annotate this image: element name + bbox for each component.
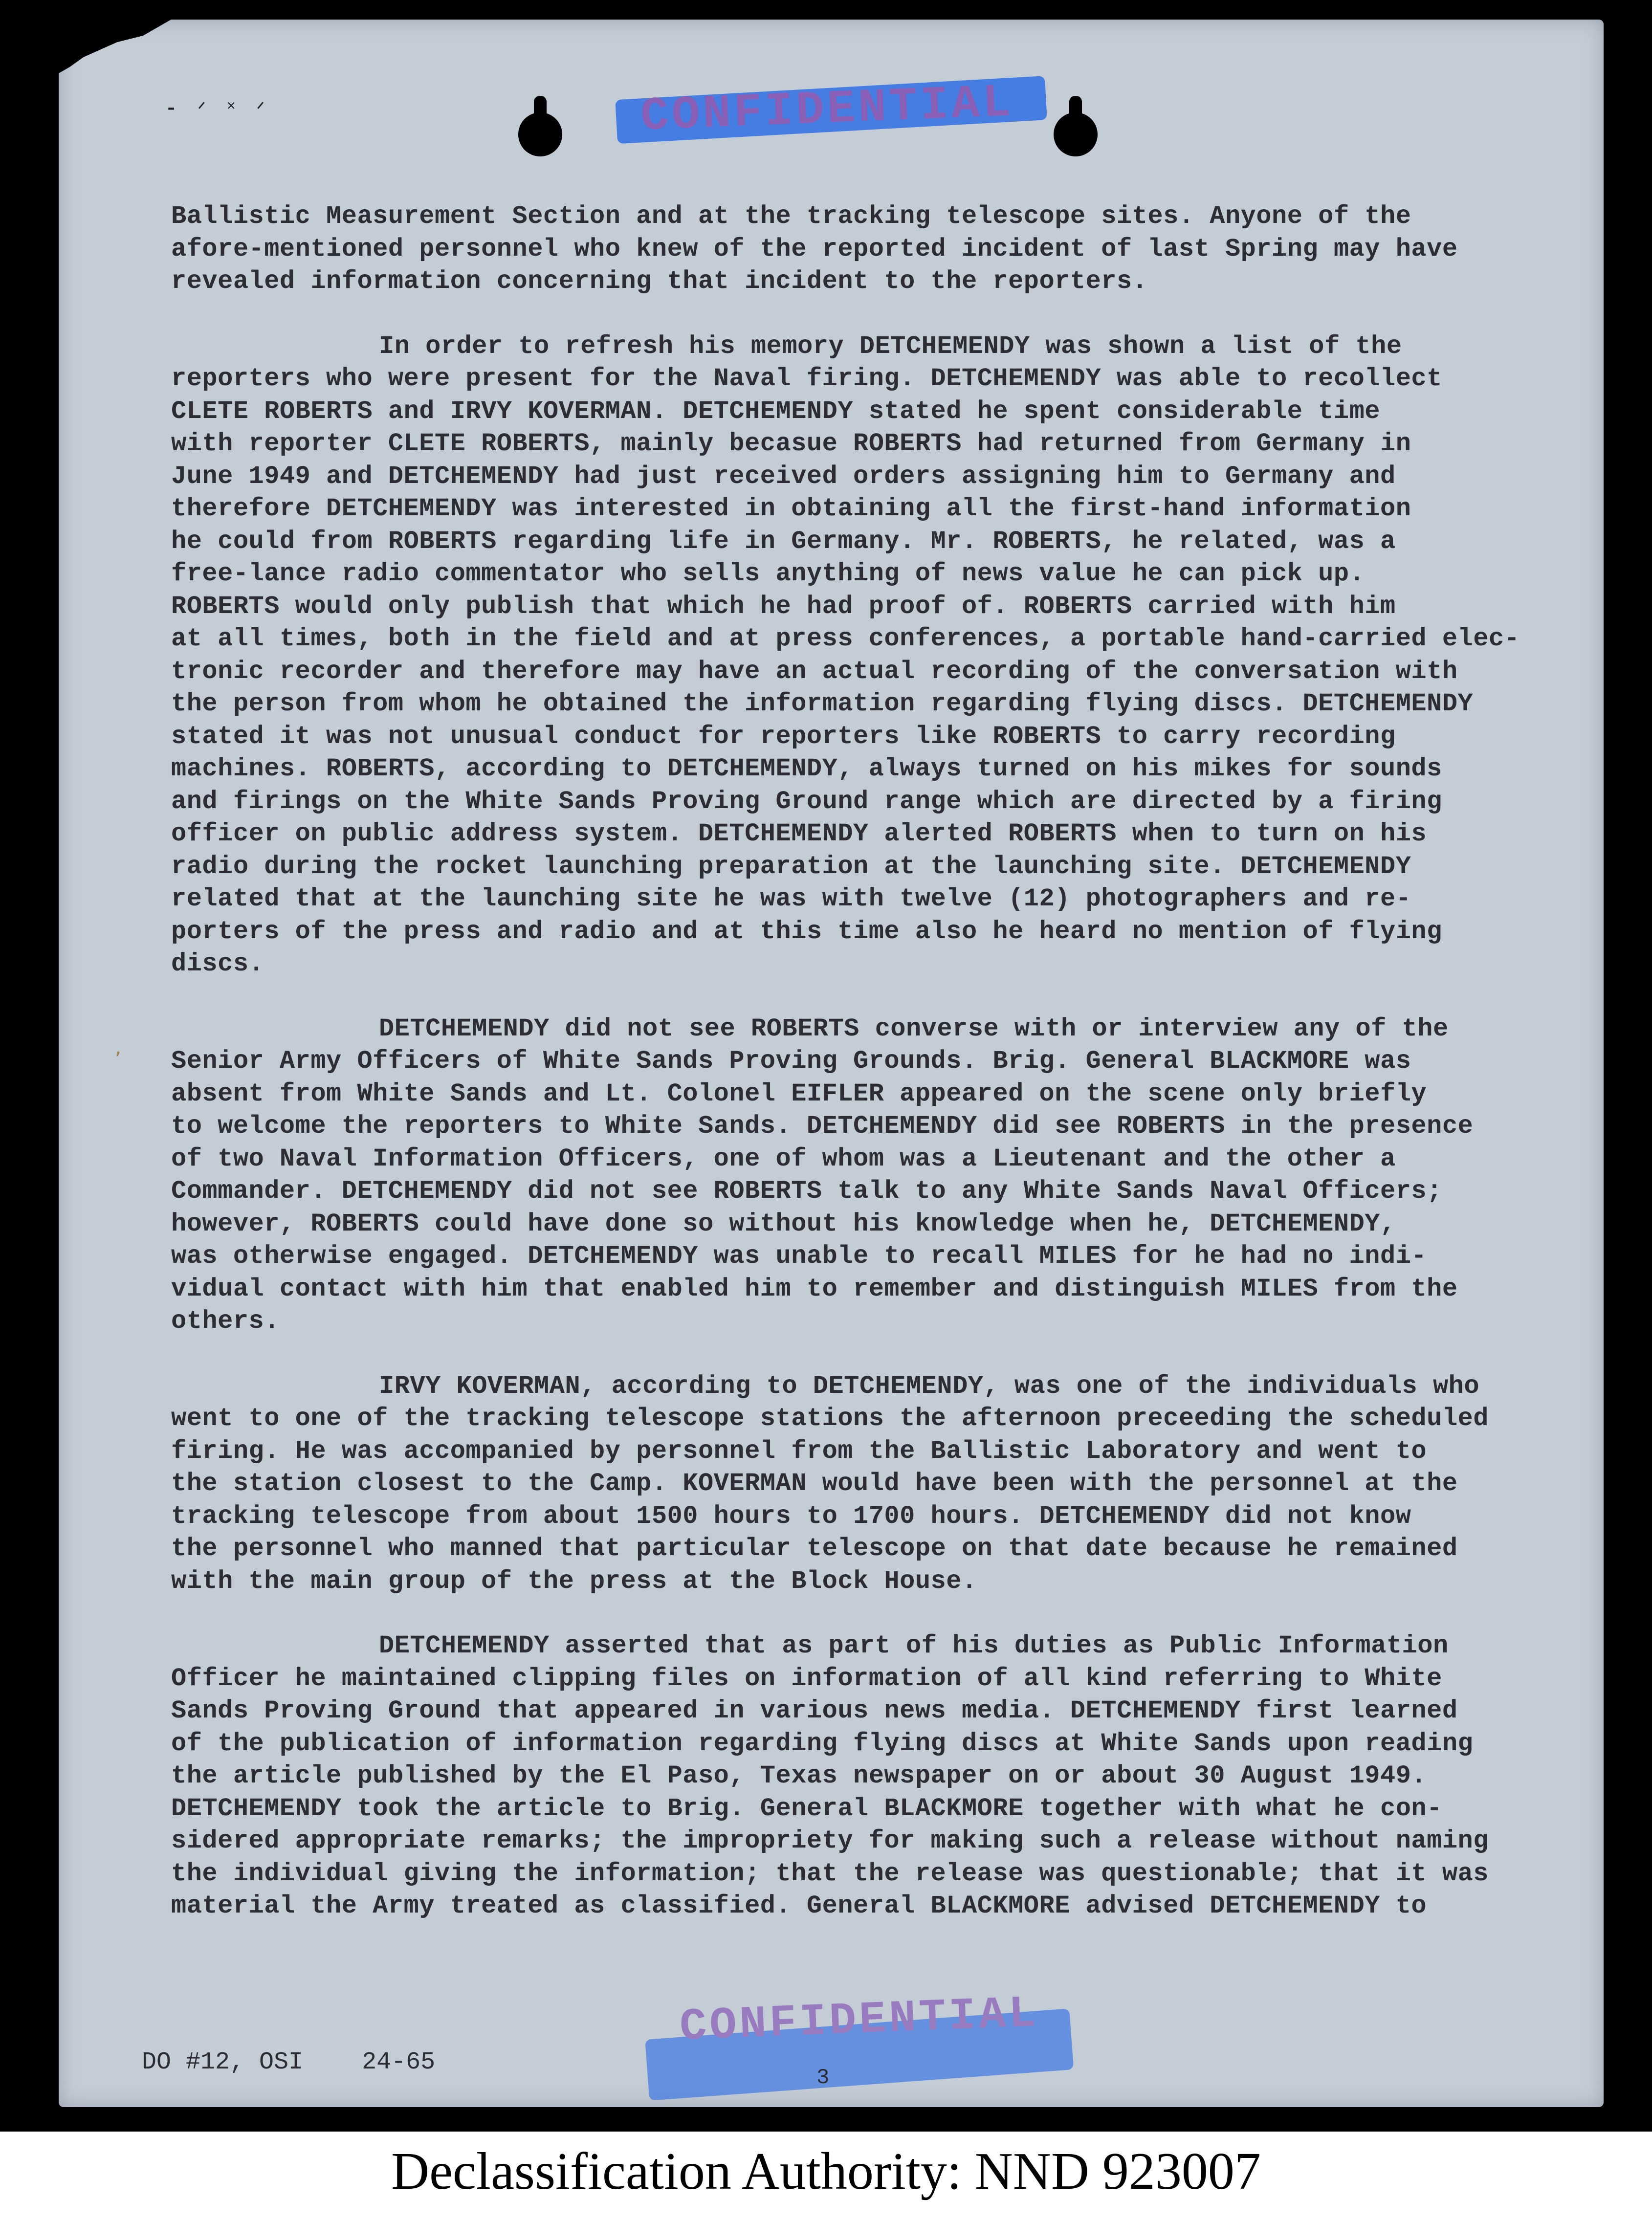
text-line: and firings on the White Sands Proving Ground range which are directed by a firing <box>171 787 1442 816</box>
text-line: June 1949 and DETCHEMENDY had just received orders assigning him to Germany and <box>171 462 1396 491</box>
text-line: DETCHEMENDY asserted that as part of his duties as Public Information <box>379 1631 1449 1660</box>
paragraph-1 <box>171 200 1594 298</box>
paragraph-4 <box>171 1370 1594 1598</box>
text-line: free-lance radio commentator who sells anything of news value he can pick up. <box>171 559 1365 588</box>
text-line: DETCHEMENDY did not see ROBERTS converse with or interview any of the <box>379 1014 1449 1043</box>
text-line: afore-mentioned personnel who knew of the reported incident of last Spring may have <box>171 234 1458 264</box>
paper-specks: ⁃ ᐟ ˟ ᐟ <box>166 98 270 121</box>
text-line: related that at the launching site he was with twelve (12) photographers and re- <box>171 884 1411 913</box>
text-line: ROBERTS would only publish that which he had proof of. ROBERTS carried with him <box>171 592 1396 621</box>
text-line: Senior Army Officers of White Sands Proving Grounds. Brig. General BLACKMORE was <box>171 1047 1411 1076</box>
text-line: Ballistic Measurement Section and at the tracking telescope sites. Anyone of the <box>171 202 1411 231</box>
text-line: absent from White Sands and Lt. Colonel EIFLER appeared on the scene only briefly <box>171 1079 1427 1108</box>
file-reference <box>142 2048 435 2076</box>
text-line: of two Naval Information Officers, one of whom was a Lieutenant and the other a <box>171 1144 1396 1173</box>
text-line: radio during the rocket launching preparation at the launching site. DETCHEMENDY <box>171 852 1411 881</box>
text-line: however, ROBERTS could have done so without his knowledge when he, DETCHEMENDY, <box>171 1209 1396 1238</box>
text-line: firing. He was accompanied by personnel from the Ballistic Laboratory and went to <box>171 1436 1427 1466</box>
text-line: he could from ROBERTS regarding life in Germany. Mr. ROBERTS, he related, was a <box>171 527 1396 556</box>
office-code: DO #12, OSI <box>142 2048 304 2076</box>
text-line: In order to refresh his memory DETCHEMENDY was shown a list of the <box>379 331 1402 361</box>
text-line: Officer he maintained clipping files on information of all kind referring to White <box>171 1664 1442 1693</box>
text-line: the station closest to the Camp. KOVERMAN would have been with the personnel at the <box>171 1469 1458 1498</box>
text-line: material the Army treated as classified. General BLACKMORE advised DETCHEMENDY to <box>171 1892 1427 1920</box>
text-line: tracking telescope from about 1500 hours to 1700 hours. DETCHEMENDY did not know <box>171 1501 1411 1531</box>
punch-hole-right <box>1054 112 1098 156</box>
stamp-text: CONFIDENTIAL <box>679 1987 1040 2053</box>
text-line: CLETE ROBERTS and IRVY KOVERMAN. DETCHEMENDY stated he spent considerable time <box>171 396 1380 426</box>
text-line: Commander. DETCHEMENDY did not see ROBERTS talk to any White Sands Naval Officers; <box>171 1177 1442 1206</box>
text-line: the individual giving the information; that the release was questionable; that it was <box>171 1859 1489 1888</box>
text-line: vidual contact with him that enabled him to remember and distinguish MILES from the <box>171 1274 1458 1303</box>
page-number: 3 <box>816 2066 830 2090</box>
text-line: at all times, both in the field and at press conferences, a portable hand-carried elec- <box>171 624 1520 653</box>
text-line: porters of the press and radio and at this time also he heard no mention of flying <box>171 917 1442 946</box>
text-line: therefore DETCHEMENDY was interested in obtaining all the first-hand information <box>171 494 1411 523</box>
typed-body <box>171 200 1594 1923</box>
text-line: DETCHEMENDY took the article to Brig. General BLACKMORE together with what he con- <box>171 1794 1442 1823</box>
text-line: the personnel who manned that particular telescope on that date because he remained <box>171 1534 1458 1563</box>
text-line: others. <box>171 1307 280 1336</box>
text-line: the person from whom he obtained the information regarding flying discs. DETCHEMENDY <box>171 689 1474 718</box>
punch-hole-left <box>518 112 562 156</box>
declassification-caption: Declassification Authority: NND 923007 <box>391 2142 1261 2200</box>
text-line: discs. <box>171 949 264 978</box>
text-line: with reporter CLETE ROBERTS, mainly becasue ROBERTS had returned from Germany in <box>171 429 1411 458</box>
text-line: sidered appropriate remarks; the impropriety for making such a release without naming <box>171 1826 1489 1855</box>
text-line: was otherwise engaged. DETCHEMENDY was unable to recall MILES for he had no indi- <box>171 1242 1427 1271</box>
margin-tick: ‚ <box>115 1036 121 1059</box>
text-line: tronic recorder and therefore may have an actual recording of the conversation with <box>171 657 1458 686</box>
paragraph-2 <box>171 330 1594 981</box>
text-line: stated it was not unusual conduct for reporters like ROBERTS to carry recording <box>171 722 1396 751</box>
text-line: went to one of the tracking telescope stations the afternoon preceeding the scheduled <box>171 1404 1489 1433</box>
text-line: IRVY KOVERMAN, according to DETCHEMENDY, was one of the individuals who <box>379 1371 1480 1401</box>
text-line: revealed information concerning that incident to the reporters. <box>171 267 1148 296</box>
text-line: the article published by the El Paso, Texas newspaper on or about 30 August 1949. <box>171 1761 1427 1790</box>
text-line: reporters who were present for the Naval firing. DETCHEMENDY was able to recollect <box>171 364 1442 393</box>
text-line: machines. ROBERTS, according to DETCHEMENDY, always turned on his mikes for sounds <box>171 754 1442 783</box>
text-line: to welcome the reporters to White Sands. DETCHEMENDY did see ROBERTS in the presence <box>171 1112 1474 1141</box>
paragraph-3 <box>171 1013 1594 1338</box>
text-line: of the publication of information regarding flying discs at White Sands upon reading <box>171 1729 1474 1758</box>
stamp-text: CONFIDENTIAL <box>639 76 1015 144</box>
text-line: with the main group of the press at the Block House. <box>171 1566 977 1596</box>
reference-number: 24-65 <box>362 2048 436 2076</box>
text-line: Sands Proving Ground that appeared in various news media. DETCHEMENDY first learned <box>171 1696 1458 1725</box>
text-line: officer on public address system. DETCHEMENDY alerted ROBERTS when to turn on his <box>171 819 1427 848</box>
paragraph-5 <box>171 1630 1594 1923</box>
